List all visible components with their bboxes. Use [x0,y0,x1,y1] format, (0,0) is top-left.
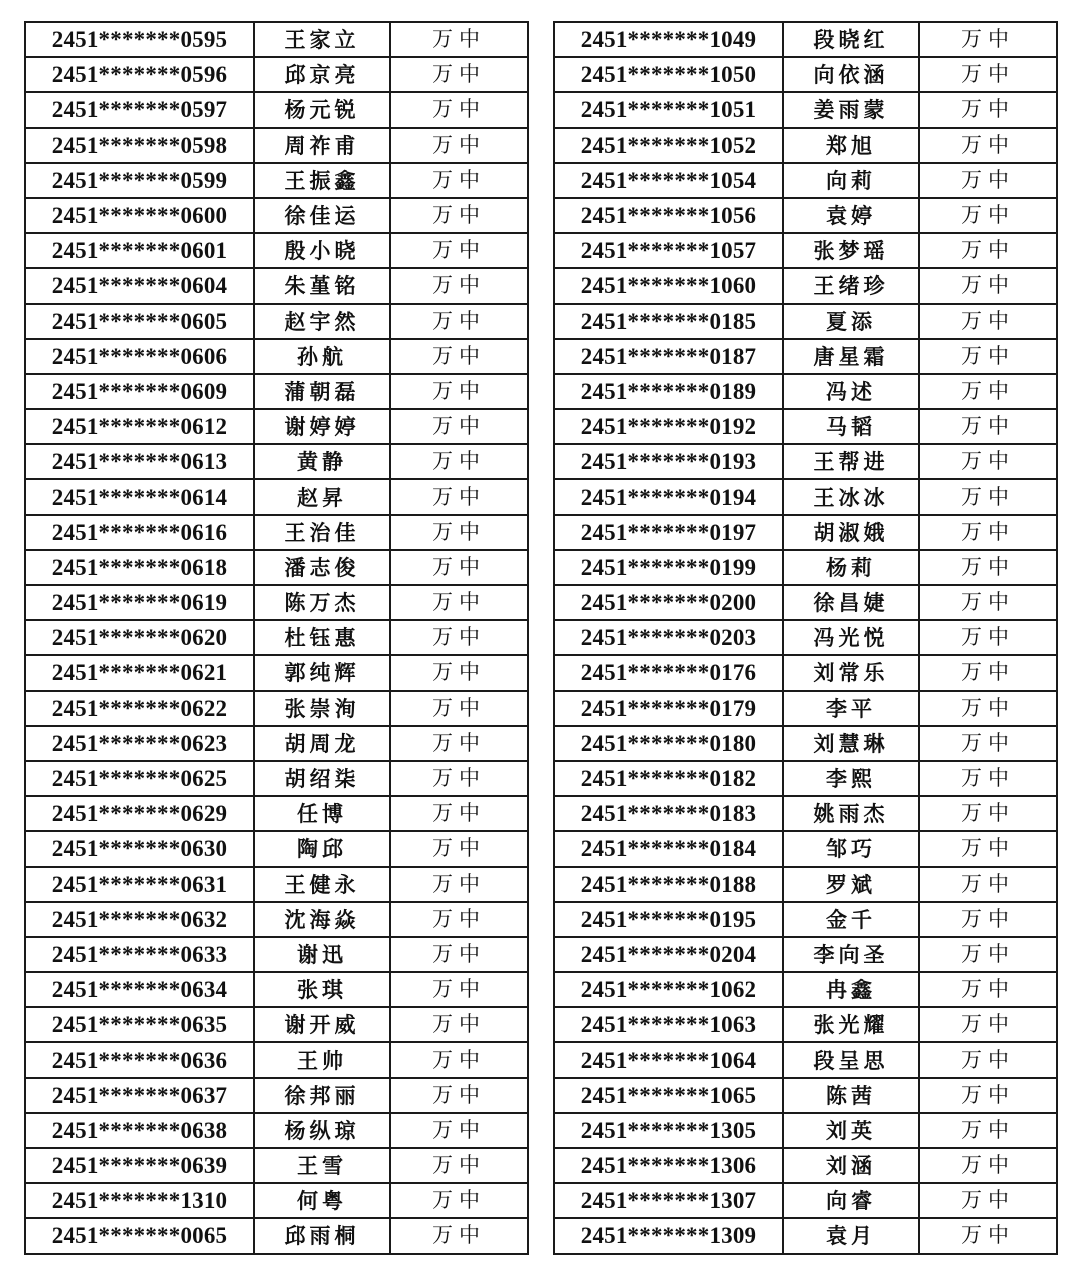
table-row [25,585,528,620]
student-name-cell: 马韬 [783,409,919,444]
table-row [25,57,528,92]
student-name-cell: 李向圣 [783,937,919,972]
table-row [554,233,1057,268]
school-cell: 万中 [919,163,1057,198]
school-cell: 万中 [919,1007,1057,1042]
table-row [554,655,1057,690]
school-cell: 万中 [390,198,528,233]
student-name-cell: 邱京亮 [254,57,390,92]
table-row [25,761,528,796]
candidate-id-cell: 2451*******1305 [554,1113,783,1148]
table-row [554,128,1057,163]
table-row [554,726,1057,761]
candidate-id-cell: 2451*******1065 [554,1078,783,1113]
candidate-id-cell: 2451*******0200 [554,585,783,620]
table-row [25,163,528,198]
table-row [25,831,528,866]
student-name-cell: 李熙 [783,761,919,796]
candidate-id-cell: 2451*******1060 [554,268,783,303]
student-name-cell: 徐昌婕 [783,585,919,620]
school-cell: 万中 [390,761,528,796]
school-cell: 万中 [919,937,1057,972]
student-name-cell: 黄静 [254,444,390,479]
student-name-cell: 段晓红 [783,22,919,57]
student-name-cell: 任博 [254,796,390,831]
candidate-id-cell: 2451*******0632 [25,902,254,937]
candidate-id-cell: 2451*******0612 [25,409,254,444]
student-name-cell: 王治佳 [254,515,390,550]
candidate-id-cell: 2451*******0597 [25,92,254,127]
school-cell: 万中 [919,796,1057,831]
candidate-id-cell: 2451*******0631 [25,867,254,902]
candidate-id-cell: 2451*******0618 [25,550,254,585]
school-cell: 万中 [919,409,1057,444]
table-row [25,550,528,585]
student-name-cell: 赵宇然 [254,304,390,339]
candidate-id-cell: 2451*******1306 [554,1148,783,1183]
student-name-cell: 张梦瑶 [783,233,919,268]
school-cell: 万中 [919,57,1057,92]
student-name-cell: 王家立 [254,22,390,57]
candidate-id-cell: 2451*******0604 [25,268,254,303]
right-roster-body [554,22,1057,1254]
candidate-id-cell: 2451*******0629 [25,796,254,831]
table-row [554,1078,1057,1113]
school-cell: 万中 [919,268,1057,303]
school-cell: 万中 [919,585,1057,620]
candidate-id-cell: 2451*******0600 [25,198,254,233]
table-row [554,515,1057,550]
student-name-cell: 邱雨桐 [254,1218,390,1253]
table-row [554,831,1057,866]
student-name-cell: 胡淑娥 [783,515,919,550]
school-cell: 万中 [390,339,528,374]
candidate-id-cell: 2451*******0197 [554,515,783,550]
student-name-cell: 王绪珍 [783,268,919,303]
student-name-cell: 袁婷 [783,198,919,233]
candidate-id-cell: 2451*******0639 [25,1148,254,1183]
student-name-cell: 谢婷婷 [254,409,390,444]
table-row [25,620,528,655]
student-name-cell: 杜钰惠 [254,620,390,655]
student-name-cell: 刘慧琳 [783,726,919,761]
candidate-id-cell: 2451*******0614 [25,479,254,514]
school-cell: 万中 [919,22,1057,57]
school-cell: 万中 [390,268,528,303]
candidate-id-cell: 2451*******1064 [554,1042,783,1077]
school-cell: 万中 [390,1078,528,1113]
student-name-cell: 罗斌 [783,867,919,902]
school-cell: 万中 [390,233,528,268]
table-row [554,374,1057,409]
student-name-cell: 陈茜 [783,1078,919,1113]
candidate-id-cell: 2451*******1062 [554,972,783,1007]
student-name-cell: 袁月 [783,1218,919,1253]
candidate-id-cell: 2451*******1307 [554,1183,783,1218]
table-row [25,479,528,514]
candidate-id-cell: 2451*******0065 [25,1218,254,1253]
school-cell: 万中 [390,1183,528,1218]
candidate-id-cell: 2451*******0185 [554,304,783,339]
school-cell: 万中 [390,937,528,972]
table-row [25,1078,528,1113]
student-name-cell: 杨莉 [783,550,919,585]
candidate-id-cell: 2451*******0635 [25,1007,254,1042]
candidate-id-cell: 2451*******0636 [25,1042,254,1077]
student-name-cell: 向莉 [783,163,919,198]
table-row [25,1218,528,1253]
student-name-cell: 姚雨杰 [783,796,919,831]
table-row [554,796,1057,831]
table-row [25,726,528,761]
candidate-id-cell: 2451*******0195 [554,902,783,937]
table-row [25,128,528,163]
school-cell: 万中 [390,691,528,726]
candidate-id-cell: 2451*******1049 [554,22,783,57]
candidate-id-cell: 2451*******0182 [554,761,783,796]
candidate-id-cell: 2451*******0598 [25,128,254,163]
candidate-id-cell: 2451*******1051 [554,92,783,127]
student-name-cell: 王帅 [254,1042,390,1077]
student-name-cell: 潘志俊 [254,550,390,585]
table-row [554,1183,1057,1218]
school-cell: 万中 [390,620,528,655]
student-name-cell: 邹巧 [783,831,919,866]
student-name-cell: 陶邱 [254,831,390,866]
candidate-id-cell: 2451*******0630 [25,831,254,866]
candidate-id-cell: 2451*******0609 [25,374,254,409]
candidate-id-cell: 2451*******0619 [25,585,254,620]
candidate-id-cell: 2451*******0188 [554,867,783,902]
student-name-cell: 殷小晓 [254,233,390,268]
school-cell: 万中 [390,57,528,92]
candidate-id-cell: 2451*******0596 [25,57,254,92]
school-cell: 万中 [919,726,1057,761]
candidate-id-cell: 2451*******0189 [554,374,783,409]
school-cell: 万中 [919,902,1057,937]
student-name-cell: 朱堇铭 [254,268,390,303]
table-row [554,550,1057,585]
school-cell: 万中 [390,726,528,761]
student-name-cell: 何粤 [254,1183,390,1218]
student-name-cell: 王雪 [254,1148,390,1183]
table-row [554,22,1057,57]
candidate-id-cell: 2451*******1063 [554,1007,783,1042]
candidate-id-cell: 2451*******0605 [25,304,254,339]
table-row [25,867,528,902]
candidate-id-cell: 2451*******1054 [554,163,783,198]
table-row [554,1148,1057,1183]
table-row [25,92,528,127]
table-row [554,479,1057,514]
school-cell: 万中 [919,1113,1057,1148]
table-row [554,1218,1057,1253]
candidate-id-cell: 2451*******0633 [25,937,254,972]
candidate-id-cell: 2451*******0179 [554,691,783,726]
candidate-id-cell: 2451*******0192 [554,409,783,444]
student-name-cell: 王振鑫 [254,163,390,198]
school-cell: 万中 [390,409,528,444]
student-name-cell: 唐星霜 [783,339,919,374]
student-name-cell: 冯述 [783,374,919,409]
table-row [554,304,1057,339]
school-cell: 万中 [390,92,528,127]
candidate-id-cell: 2451*******0621 [25,655,254,690]
table-row [25,304,528,339]
table-row [25,655,528,690]
table-row [554,409,1057,444]
table-row [25,268,528,303]
school-cell: 万中 [919,304,1057,339]
table-row [25,796,528,831]
table-row [25,515,528,550]
candidate-id-cell: 2451*******0595 [25,22,254,57]
student-name-cell: 张光耀 [783,1007,919,1042]
table-row [25,1148,528,1183]
school-cell: 万中 [919,620,1057,655]
student-name-cell: 冯光悦 [783,620,919,655]
school-cell: 万中 [919,444,1057,479]
student-name-cell: 徐佳运 [254,198,390,233]
student-name-cell: 冉鑫 [783,972,919,1007]
candidate-id-cell: 2451*******0638 [25,1113,254,1148]
left-roster-body [25,22,528,1254]
student-name-cell: 刘常乐 [783,655,919,690]
table-row [554,761,1057,796]
table-row [25,374,528,409]
table-row [25,444,528,479]
table-row [554,972,1057,1007]
school-cell: 万中 [390,972,528,1007]
table-row [25,1042,528,1077]
school-cell: 万中 [919,1078,1057,1113]
student-name-cell: 王帮进 [783,444,919,479]
table-row [554,198,1057,233]
school-cell: 万中 [390,1218,528,1253]
school-cell: 万中 [390,22,528,57]
candidate-id-cell: 2451*******0601 [25,233,254,268]
right-roster-table [553,21,1058,1255]
candidate-id-cell: 2451*******0613 [25,444,254,479]
school-cell: 万中 [390,831,528,866]
table-row [554,163,1057,198]
candidate-id-cell: 2451*******0176 [554,655,783,690]
table-row [25,22,528,57]
table-row [554,937,1057,972]
table-row [25,902,528,937]
school-cell: 万中 [390,515,528,550]
school-cell: 万中 [919,1042,1057,1077]
school-cell: 万中 [390,902,528,937]
candidate-id-cell: 2451*******0183 [554,796,783,831]
table-row [554,268,1057,303]
table-row [554,57,1057,92]
table-row [554,444,1057,479]
candidate-id-cell: 2451*******0622 [25,691,254,726]
table-row [25,198,528,233]
table-row [554,92,1057,127]
table-row [25,937,528,972]
student-name-cell: 郑旭 [783,128,919,163]
table-row [554,691,1057,726]
student-name-cell: 蒲朝磊 [254,374,390,409]
candidate-id-cell: 2451*******1052 [554,128,783,163]
student-name-cell: 杨元锐 [254,92,390,127]
student-name-cell: 谢开威 [254,1007,390,1042]
school-cell: 万中 [390,304,528,339]
table-row [25,1007,528,1042]
student-name-cell: 姜雨蒙 [783,92,919,127]
school-cell: 万中 [919,655,1057,690]
school-cell: 万中 [390,655,528,690]
student-name-cell: 李平 [783,691,919,726]
student-name-cell: 段呈思 [783,1042,919,1077]
school-cell: 万中 [919,1183,1057,1218]
candidate-id-cell: 2451*******0194 [554,479,783,514]
school-cell: 万中 [390,796,528,831]
student-name-cell: 向依涵 [783,57,919,92]
student-name-cell: 张琪 [254,972,390,1007]
student-name-cell: 金千 [783,902,919,937]
candidate-id-cell: 2451*******1057 [554,233,783,268]
school-cell: 万中 [390,1148,528,1183]
candidate-id-cell: 2451*******1056 [554,198,783,233]
school-cell: 万中 [919,233,1057,268]
school-cell: 万中 [919,691,1057,726]
school-cell: 万中 [919,128,1057,163]
table-row [25,339,528,374]
student-name-cell: 夏添 [783,304,919,339]
school-cell: 万中 [919,515,1057,550]
school-cell: 万中 [919,972,1057,1007]
student-name-cell: 王冰冰 [783,479,919,514]
student-name-cell: 胡周龙 [254,726,390,761]
school-cell: 万中 [390,163,528,198]
school-cell: 万中 [390,374,528,409]
table-row [554,339,1057,374]
candidate-id-cell: 2451*******0625 [25,761,254,796]
school-cell: 万中 [390,1113,528,1148]
table-row [25,1113,528,1148]
candidate-id-cell: 2451*******0187 [554,339,783,374]
table-row [554,902,1057,937]
school-cell: 万中 [390,550,528,585]
candidate-id-cell: 2451*******0203 [554,620,783,655]
student-name-cell: 徐邦丽 [254,1078,390,1113]
left-roster-table [24,21,529,1255]
student-name-cell: 向睿 [783,1183,919,1218]
school-cell: 万中 [919,339,1057,374]
table-row [25,233,528,268]
candidate-id-cell: 2451*******0199 [554,550,783,585]
candidate-id-cell: 2451*******0184 [554,831,783,866]
candidate-id-cell: 2451*******0620 [25,620,254,655]
student-name-cell: 张崇洵 [254,691,390,726]
candidate-id-cell: 2451*******0634 [25,972,254,1007]
school-cell: 万中 [919,761,1057,796]
table-row [25,691,528,726]
table-row [25,409,528,444]
school-cell: 万中 [919,479,1057,514]
candidate-id-cell: 2451*******1050 [554,57,783,92]
school-cell: 万中 [919,1148,1057,1183]
school-cell: 万中 [390,867,528,902]
table-row [554,585,1057,620]
table-row [25,972,528,1007]
school-cell: 万中 [919,831,1057,866]
school-cell: 万中 [919,867,1057,902]
table-row [554,1113,1057,1148]
school-cell: 万中 [390,128,528,163]
candidate-id-cell: 2451*******0606 [25,339,254,374]
candidate-id-cell: 2451*******0204 [554,937,783,972]
candidate-id-cell: 2451*******1310 [25,1183,254,1218]
candidate-id-cell: 2451*******0637 [25,1078,254,1113]
table-row [554,1007,1057,1042]
school-cell: 万中 [919,92,1057,127]
table-row [554,620,1057,655]
table-row [554,867,1057,902]
candidate-id-cell: 2451*******0193 [554,444,783,479]
school-cell: 万中 [390,585,528,620]
student-name-cell: 沈海焱 [254,902,390,937]
candidate-id-cell: 2451*******0599 [25,163,254,198]
student-name-cell: 杨纵琼 [254,1113,390,1148]
candidate-id-cell: 2451*******0616 [25,515,254,550]
candidate-id-cell: 2451*******0623 [25,726,254,761]
school-cell: 万中 [919,374,1057,409]
table-row [554,1042,1057,1077]
school-cell: 万中 [919,1218,1057,1253]
student-name-cell: 刘涵 [783,1148,919,1183]
candidate-id-cell: 2451*******0180 [554,726,783,761]
school-cell: 万中 [390,1007,528,1042]
school-cell: 万中 [390,479,528,514]
student-name-cell: 刘英 [783,1113,919,1148]
student-name-cell: 赵昇 [254,479,390,514]
school-cell: 万中 [390,444,528,479]
school-cell: 万中 [390,1042,528,1077]
student-name-cell: 周祚甫 [254,128,390,163]
school-cell: 万中 [919,550,1057,585]
student-name-cell: 郭纯辉 [254,655,390,690]
student-name-cell: 陈万杰 [254,585,390,620]
student-name-cell: 孙航 [254,339,390,374]
student-name-cell: 谢迅 [254,937,390,972]
table-row [25,1183,528,1218]
student-name-cell: 王健永 [254,867,390,902]
school-cell: 万中 [919,198,1057,233]
student-name-cell: 胡绍柒 [254,761,390,796]
candidate-id-cell: 2451*******1309 [554,1218,783,1253]
